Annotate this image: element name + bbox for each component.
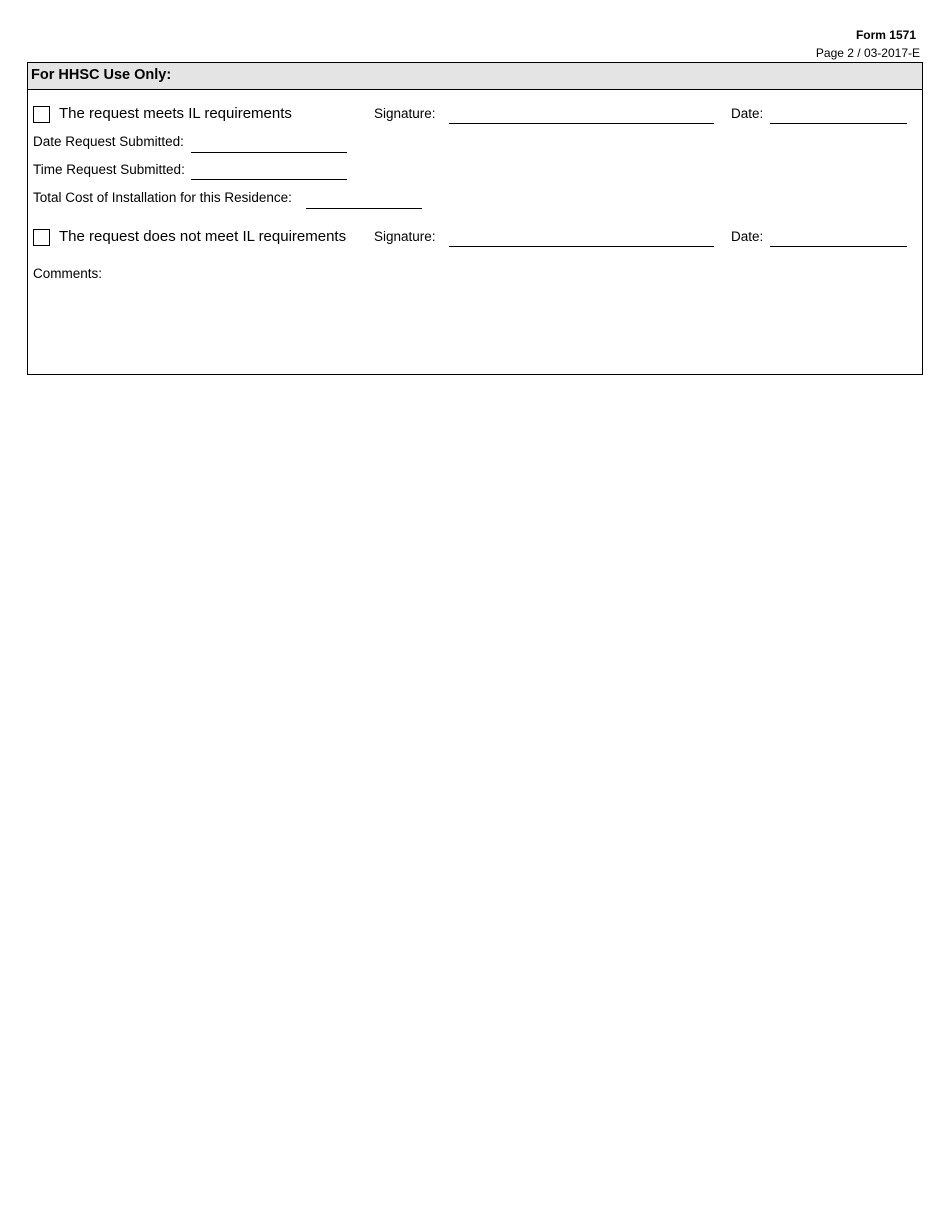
page-revision: Page 2 / 03-2017-E bbox=[815, 46, 920, 60]
meets-signature-field[interactable] bbox=[449, 109, 714, 124]
not-meets-date-field[interactable] bbox=[770, 232, 907, 247]
not-meets-requirements-checkbox[interactable] bbox=[33, 229, 50, 246]
not-meets-signature-field[interactable] bbox=[449, 232, 714, 247]
section-header bbox=[28, 63, 922, 90]
meets-requirements-checkbox[interactable] bbox=[33, 106, 50, 123]
time-submitted-label: Time Request Submitted: bbox=[33, 162, 185, 177]
comments-field[interactable] bbox=[33, 285, 917, 371]
meets-date-field[interactable] bbox=[770, 109, 907, 124]
total-cost-label: Total Cost of Installation for this Residence: bbox=[33, 190, 292, 205]
total-cost-field[interactable] bbox=[306, 194, 422, 209]
meets-signature-label: Signature: bbox=[374, 106, 436, 121]
form-number: Form 1571 bbox=[855, 28, 916, 42]
not-meets-requirements-label: The request does not meet IL requirements bbox=[59, 228, 347, 245]
hhsc-use-only-section bbox=[27, 62, 923, 375]
comments-label: Comments: bbox=[33, 266, 103, 281]
meets-requirements-label: The request meets IL requirements bbox=[59, 105, 292, 122]
time-submitted-field[interactable] bbox=[191, 165, 347, 180]
not-meets-signature-label: Signature: bbox=[374, 229, 436, 244]
date-submitted-label: Date Request Submitted: bbox=[33, 134, 184, 149]
meets-date-label: Date: bbox=[731, 106, 764, 121]
date-submitted-field[interactable] bbox=[191, 138, 347, 153]
section-title: For HHSC Use Only: bbox=[31, 67, 172, 83]
not-meets-date-label: Date: bbox=[731, 229, 764, 244]
